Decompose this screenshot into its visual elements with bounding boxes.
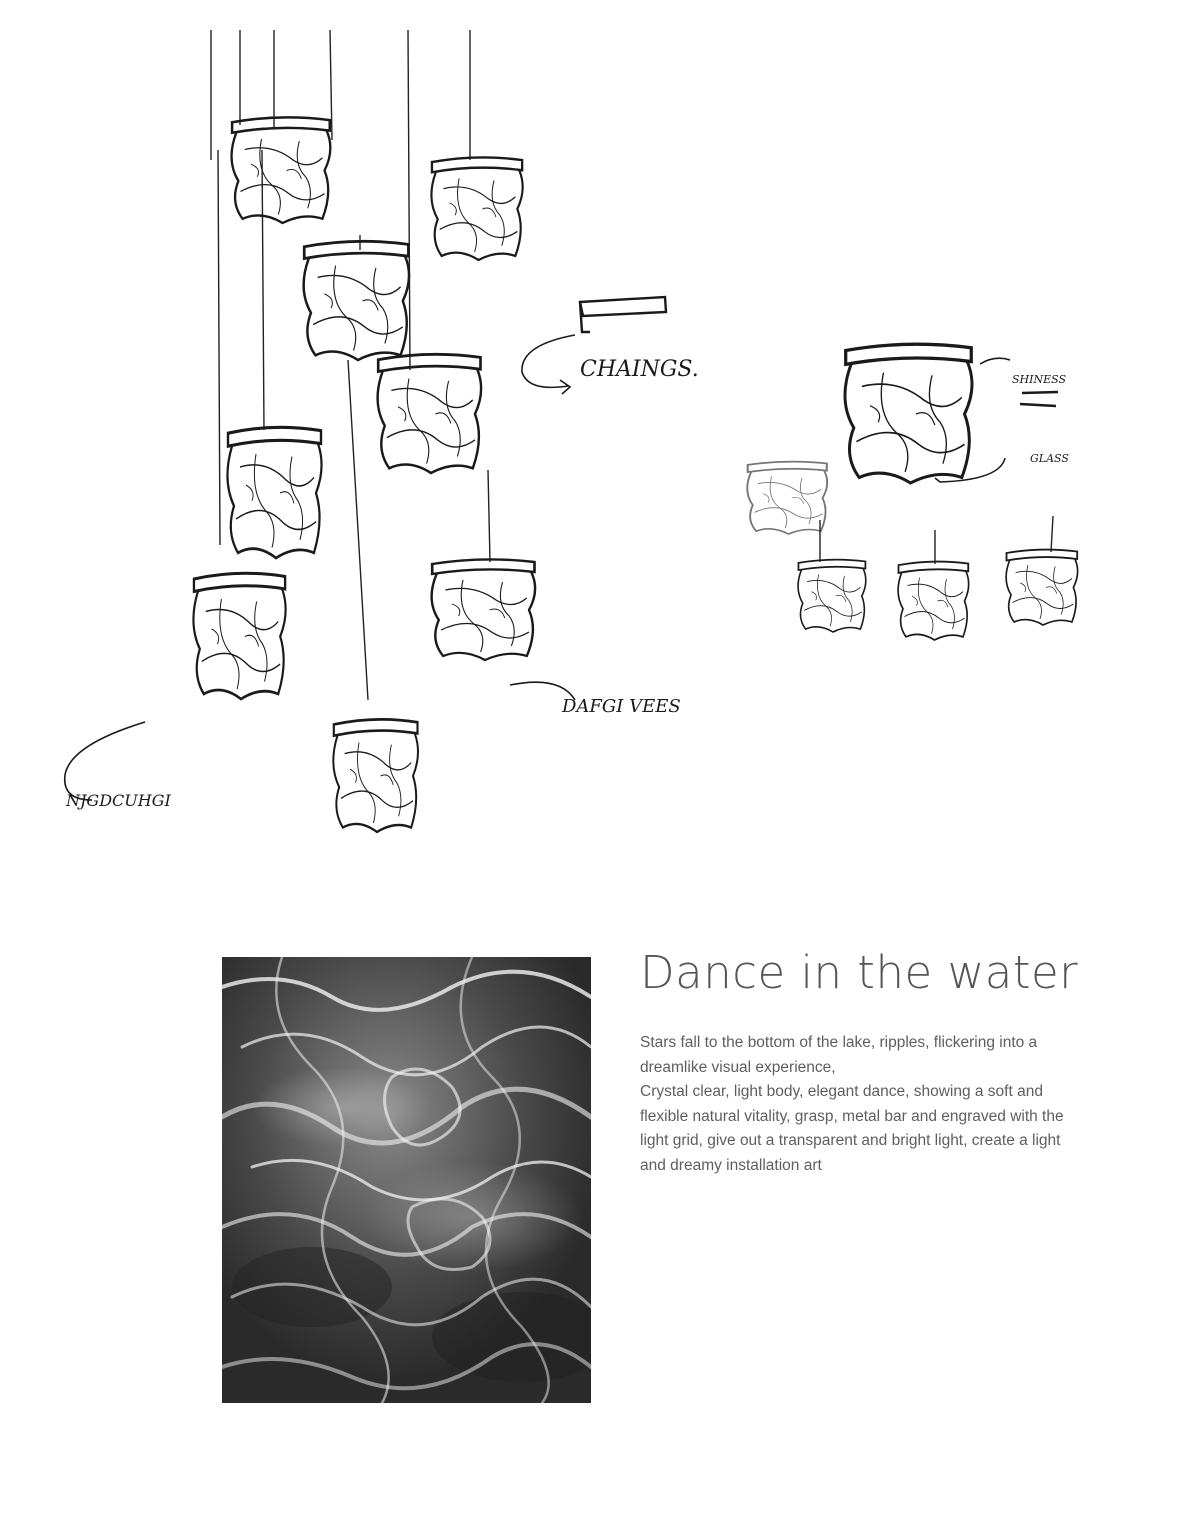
description-paragraph-1: Stars fall to the bottom of the lake, ripples, flickering into a dreamlike visual experience,	[640, 1034, 1038, 1076]
article-description	[640, 1031, 1080, 1178]
description-paragraph-2: Crystal clear, light body, elegant dance, showing a soft and flexible natural vitality, grasp, metal bar and engraved with the light grid, give out a transparent and bright light, create a light and dreamy installation art	[640, 1083, 1064, 1174]
annotation-arrows	[65, 335, 1010, 800]
annotation-shiness: SHINESS	[1012, 373, 1067, 386]
annotation-chains: CHAINGS.	[580, 357, 699, 382]
water-ripple-photo	[222, 957, 591, 1403]
annotation-njgdcuhgi: NJGDCUHGI	[66, 791, 171, 810]
metal-bar-detail	[580, 297, 1058, 406]
annotation-glass: GLASS	[1030, 452, 1069, 465]
article-title: Dance in the water	[640, 946, 1079, 999]
annotation-dafgi: DAFGI VEES	[562, 696, 681, 717]
